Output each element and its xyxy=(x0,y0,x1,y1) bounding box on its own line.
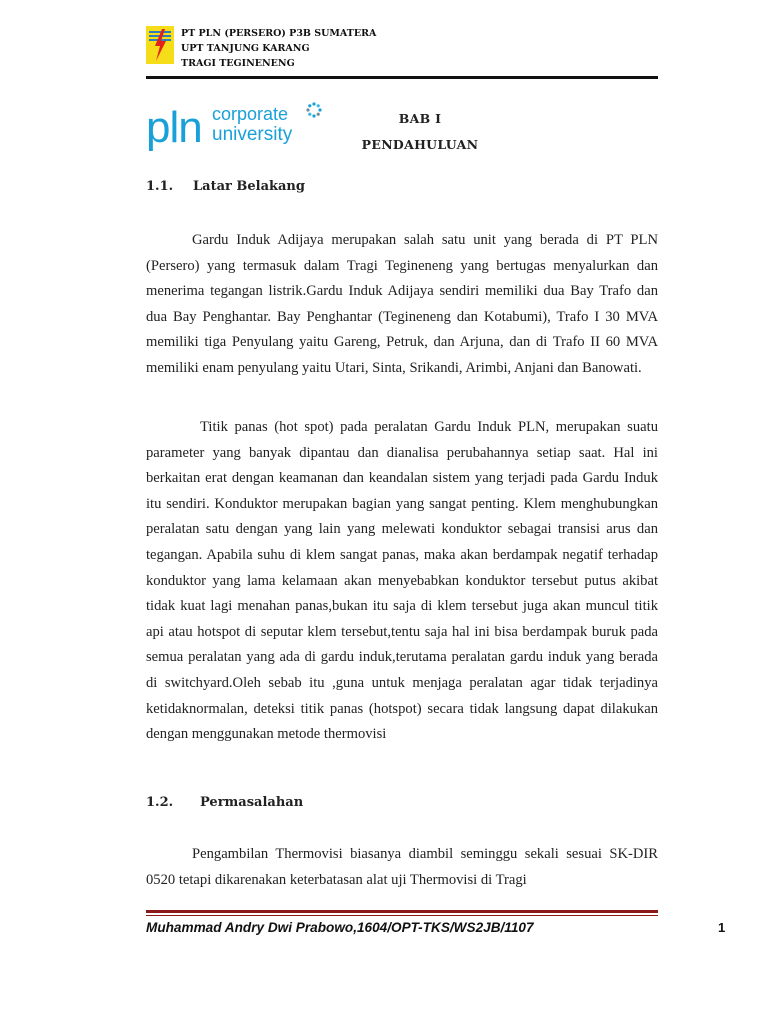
svg-text:university: university xyxy=(212,124,293,145)
chapter-title xyxy=(340,106,500,158)
page-number: 1 xyxy=(718,920,726,935)
section-title: Latar Belakang xyxy=(193,179,305,194)
svg-text:corporate: corporate xyxy=(212,104,289,124)
corporate-university-logo-artwork xyxy=(146,102,322,152)
paragraph-latar-belakang-2: Titik panas (hot spot) pada peralatan Gardu Induk PLN, merupakan suatu parameter yang banyak dipantau dan dianalisa perubahannya setiap saat. Hal ini berkaitan erat dengan keamanan dan keandalan sistem yang terjadi pada Gardu Induk itu sendiri. Konduktor merupakan bagian yang sangat penting. Klem menghubungkan peralatan satu dengan yang lain yang melewati konduktor sebagai transisi arus dan tegangan. Apabila suhu di klem sangat panas, maka akan berdampak negatif terhadap konduktor yang lama kelamaan akan menyebabkan konduktor tersebut putus akibat tidak kuat lagi menahan panas,bukan itu saja di klem tersebut juga akan muncul titik api atau hotspot di seputar klem tersebut,tentu saja hal ini bisa berdampak buruk pada semua peralatan yang ada di gardu induk,terutama peralatan gardu induk yang berada di switchyard.Oleh sebab itu ,guna untuk menjaga peralatan agar tidak terjadinya ketidaknormalan, deteksi titik panas (hotspot) secara tidak langsung dapat dilakukan dengan menggunakan metode thermovisi xyxy=(146,419,658,743)
letterhead-line-tragi: TRAGI TEGINENENG xyxy=(181,58,295,69)
pln-logo-icon xyxy=(146,26,174,64)
chapter-label: BAB I xyxy=(398,111,442,126)
section-heading-1-2 xyxy=(146,795,303,810)
letterhead xyxy=(181,26,376,71)
section-number: 1.1. xyxy=(146,179,174,194)
footer-divider-thick xyxy=(146,910,658,913)
section-title: Permasalahan xyxy=(200,795,304,810)
letterhead-line-unit: UPT TANJUNG KARANG xyxy=(181,43,310,54)
chapter-name: PENDAHULUAN xyxy=(361,137,479,152)
svg-text:pln: pln xyxy=(146,103,202,152)
section-heading-1-1 xyxy=(146,179,305,194)
letterhead-line-company: PT PLN (PERSERO) P3B SUMATERA xyxy=(181,28,377,39)
footer-divider-thin xyxy=(146,915,658,916)
footer-author: Muhammad Andry Dwi Prabowo,1604/OPT-TKS/WS2JB/1107 xyxy=(146,920,534,935)
paragraph-latar-belakang-1: Gardu Induk Adijaya merupakan salah satu unit yang berada di PT PLN (Persero) yang termasuk dalam Tragi Tegineneng yang bertugas menyalurkan dan menerima tegangan listrik.Gardu Induk Adijaya sendiri memiliki dua Bay Trafo dan dua Bay Penghantar. Bay Penghantar (Tegineneng dan Kotabumi), Trafo I 30 MVA memiliki tiga Penyulang yaitu Gareng, Petruk, dan Arjuna, dan di Trafo II 60 MVA memiliki enam penyulang yaitu Utari, Sinta, Srikandi, Arimbi, Anjani dan Banowati. xyxy=(146,232,658,376)
paragraph-permasalahan-1: Pengambilan Thermovisi biasanya diambil seminggu sekali sesuai SK-DIR 0520 tetapi dikarenakan keterbatasan alat uji Thermovisi di Tragi xyxy=(146,846,658,888)
section-number: 1.2. xyxy=(146,795,174,810)
header-divider xyxy=(146,76,658,79)
pln-corporate-university-logo xyxy=(146,96,326,152)
